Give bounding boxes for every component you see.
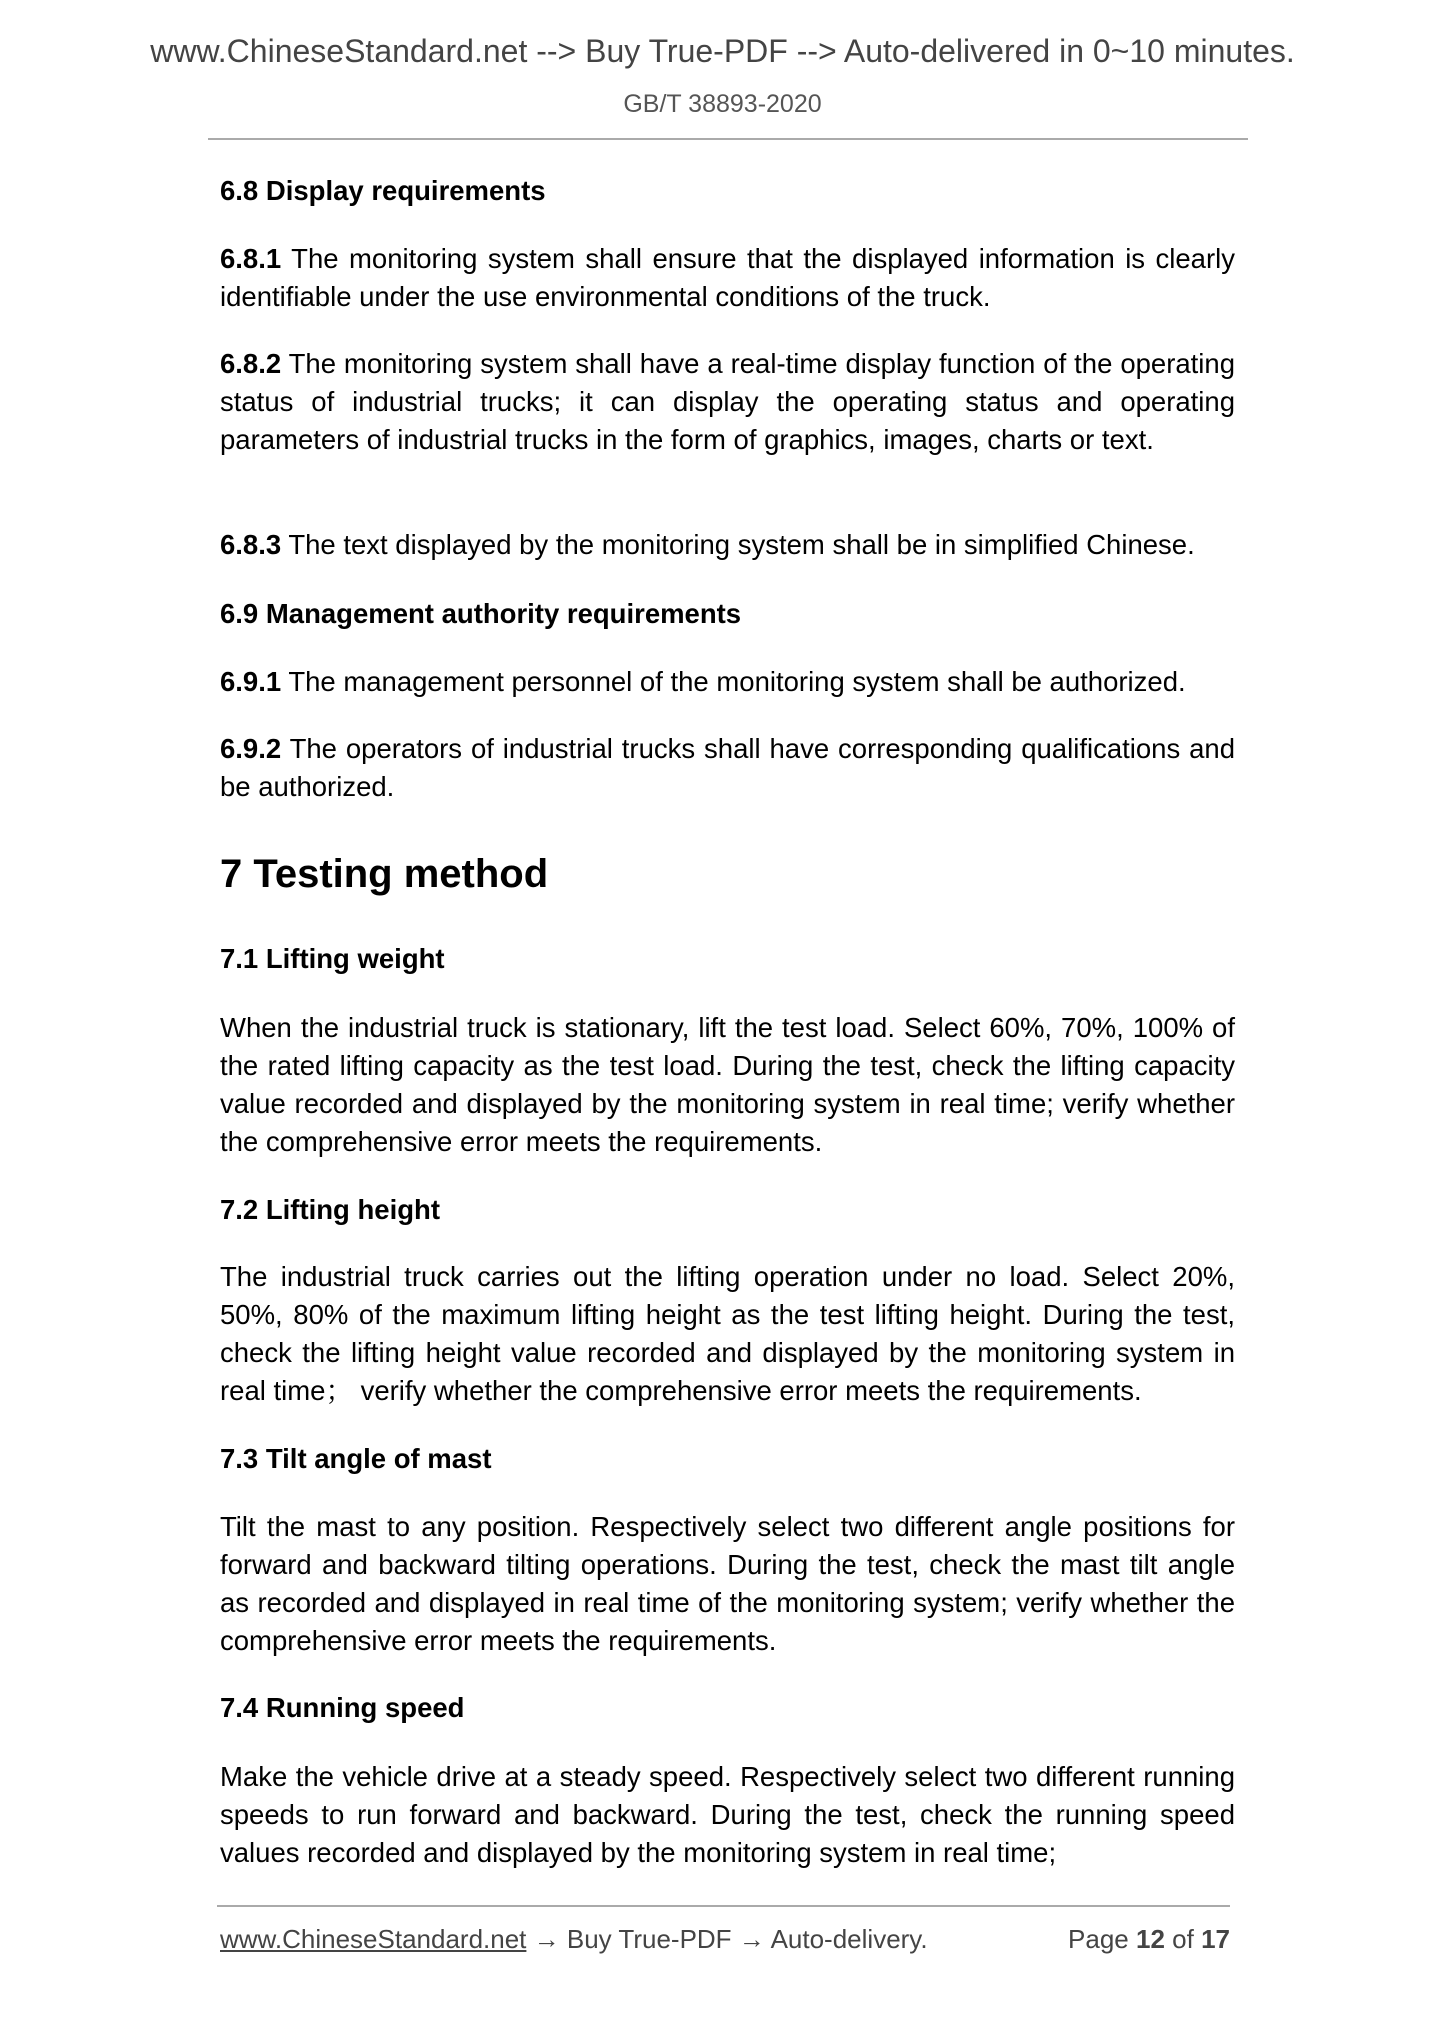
section-7-4-heading: 7.4 Running speed (220, 1692, 465, 1723)
footer-divider (217, 1905, 1230, 1907)
section-7-3-heading: 7.3 Tilt angle of mast (220, 1443, 492, 1474)
clause-number: 6.8.3 (220, 529, 282, 560)
clause-6-9-2 (220, 730, 1235, 806)
page-indicator (1068, 1924, 1230, 1955)
header-banner: www.ChineseStandard.net --> Buy True-PDF --> Auto-delivered in 0~10 minutes. (150, 33, 1295, 69)
section-6-8-heading: 6.8 Display requirements (220, 175, 546, 206)
clause-text: The monitoring system shall ensure that the displayed information is clearly identifiable under the use environmental conditions of the truck. (220, 243, 1235, 312)
section-7-4-text: Make the vehicle drive at a steady speed. Respectively select two different running speeds to run forward and backward. During the test, check the running speed values recorded and displayed by the monitoring system in real time; (220, 1761, 1235, 1868)
footer-link[interactable]: www.ChineseStandard.net (220, 1924, 527, 1954)
page-number: 12 (1136, 1924, 1165, 1954)
of-label: of (1172, 1924, 1194, 1954)
clause-number: 6.8.1 (220, 243, 282, 274)
chapter-7-heading: 7 Testing method (220, 852, 549, 896)
footer-text: → Buy True-PDF → Auto-delivery. (526, 1924, 928, 1954)
clause-text: The management personnel of the monitoring system shall be authorized. (281, 666, 1186, 697)
clause-6-8-2 (220, 345, 1235, 459)
section-7-1-heading: 7.1 Lifting weight (220, 943, 445, 974)
clause-text: The text displayed by the monitoring system shall be in simplified Chinese. (281, 529, 1195, 560)
clause-number: 6.9.1 (220, 666, 282, 697)
clause-number: 6.9.2 (220, 733, 282, 764)
section-7-1-text: When the industrial truck is stationary, lift the test load. Select 60%, 70%, 100% of the rated lifting capacity as the test load. During the test, check the lifting capacity value recorded and displayed by the monitoring system in real time; verify whether the comprehensive error meets the requirements. (220, 1012, 1235, 1157)
page-total: 17 (1201, 1924, 1230, 1954)
header-divider (208, 138, 1248, 140)
footer (220, 1924, 1230, 1955)
document-id: GB/T 38893-2020 (623, 90, 822, 118)
clause-text: The monitoring system shall have a real-time display function of the operating status of industrial trucks; it can display the operating status and operating parameters of industrial trucks in the form of graphics, images, charts or text. (220, 348, 1235, 455)
clause-text: The operators of industrial trucks shall have corresponding qualifications and be authorized. (220, 733, 1235, 802)
section-7-3-text: Tilt the mast to any position. Respectively select two different angle positions for forward and backward tilting operations. During the test, check the mast tilt angle as recorded and displayed in real time of the monitoring system; verify whether the comprehensive error meets the requirements. (220, 1511, 1235, 1656)
clause-number: 6.8.2 (220, 348, 282, 379)
page-label: Page (1068, 1924, 1129, 1954)
clause-6-8-3 (220, 526, 1235, 564)
section-7-2-heading: 7.2 Lifting height (220, 1194, 440, 1225)
section-7-2-text: The industrial truck carries out the lifting operation under no load. Select 20%, 50%, 80% of the maximum lifting height as the test lifting height. During the test, check the lifting height value recorded and displayed by the monitoring system in real time； verify whether the comprehensive error meets the requirements. (220, 1261, 1235, 1406)
clause-6-9-1 (220, 663, 1235, 701)
section-6-9-heading: 6.9 Management authority requirements (220, 598, 742, 629)
clause-6-8-1 (220, 240, 1235, 316)
